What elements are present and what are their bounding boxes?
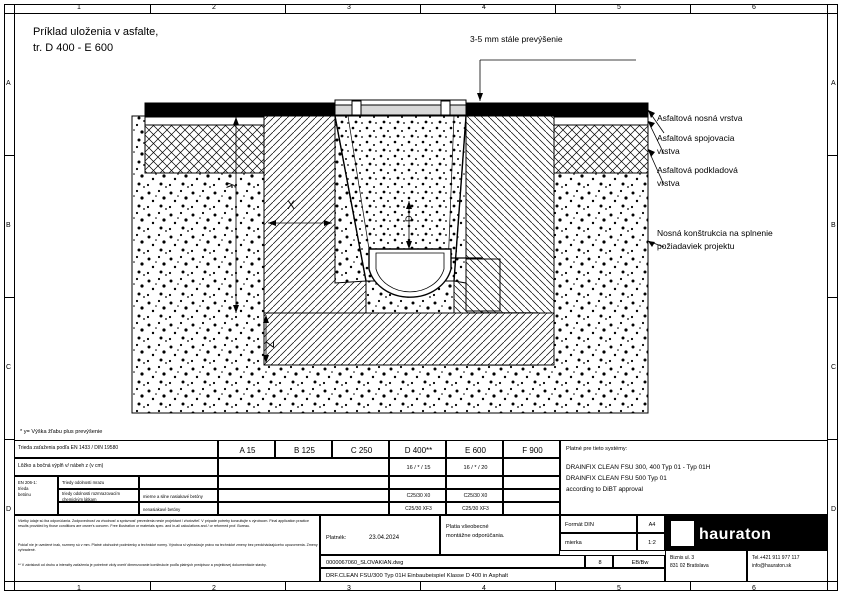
border-tick <box>5 581 14 582</box>
table-cell-bedding-f900 <box>503 458 560 476</box>
border-tick <box>555 582 556 591</box>
bedding-label-text: Lôžko a bočná výplň v/ nábeh z (v cm) <box>18 463 104 469</box>
table-cell-deicing-label <box>58 489 139 502</box>
address-line-1: Biznis ul. 3 <box>670 555 695 561</box>
border-tick <box>828 13 837 14</box>
row4-e600-text: C25/30 X0 <box>463 493 488 499</box>
zone-letter-right-b: B <box>831 222 836 229</box>
payer-cell <box>320 515 440 555</box>
table-cell-row5-e600 <box>446 502 503 515</box>
address-line-2: 831 02 Bratislava <box>670 563 709 569</box>
payer-label: Platnék: <box>326 535 347 541</box>
page-code-cell <box>613 555 665 568</box>
zone-number-bottom-3: 3 <box>347 585 351 592</box>
zone-number-top-5: 5 <box>617 4 621 11</box>
table-cell-frost-blank <box>139 476 218 489</box>
zone-number-bottom-1: 1 <box>77 585 81 592</box>
table-cell-frost-d400 <box>389 476 446 489</box>
callout-asphalt-binder-2: vrstva <box>657 146 680 156</box>
table-cell-row5-blank-left <box>58 502 139 515</box>
system-line-2: DRAINFIX CLEAN FSU 500 Typ 01 <box>566 475 667 482</box>
table-cell-row4-blank <box>218 489 389 502</box>
zone-number-top-4: 4 <box>482 4 486 11</box>
border-tick <box>150 582 151 591</box>
top-note-label: 3-5 mm stále prevýšenie <box>470 34 563 44</box>
legal-text-1: Všetky údaje sú iba odporúčania. Zodpovednosť za vhodnosť a správnosť prevedenia nesie projektant / zhotoviteľ. V prípade potreby konzultujte s výrobcom. Final application practice results provided by those conditions are owner's concern. Free illustration or materials spec. and in-all calculations and / or reformed prof. Bureau. <box>18 519 309 528</box>
zone-number-bottom-5: 5 <box>617 585 621 592</box>
payer-value: 23.04.2024 <box>369 535 400 541</box>
table-cell-bedding-label <box>14 458 218 476</box>
border-tick <box>827 582 828 591</box>
zone-number-bottom-2: 2 <box>212 585 216 592</box>
page-number-cell <box>585 555 613 568</box>
file-name-text: 0000067060_SLOVAKIAN.dwg <box>326 560 404 566</box>
drawing-title-line2: tr. D 400 - E 600 <box>33 42 114 54</box>
address-cell <box>665 551 747 582</box>
zone-number-top-6: 6 <box>752 4 756 11</box>
class-a15-text: A 15 <box>239 446 256 455</box>
callout-asphalt-binder: Asfaltová spojovacia <box>657 133 735 143</box>
border-tick <box>690 582 691 591</box>
frost-label-text: Triedy odolnosti mrazu <box>62 480 105 485</box>
table-cell-class-f900 <box>503 440 560 458</box>
cross-section-drawing <box>14 13 828 433</box>
nonabsorbent-text: nenasiakavé betóny <box>143 507 181 512</box>
dimension-z-label: Z <box>263 340 277 348</box>
contact-line-1: Tel.+421 911 977 117 <box>752 555 800 561</box>
dimension-d-label: D <box>404 215 414 222</box>
file-name-cell <box>320 555 585 568</box>
zone-letter-left-c: C <box>6 364 12 371</box>
row4-d400-text: C25/30 X0 <box>406 493 431 499</box>
callout-asphalt-base: Asfaltová podkladová <box>657 165 738 175</box>
zone-number-bottom-4: 4 <box>482 585 486 592</box>
class-d400-text: D 400** <box>404 446 433 455</box>
table-cell-frost-empty-classes <box>218 476 389 489</box>
table-cell-row5-f900 <box>503 502 560 515</box>
table-cell-bedding-e600 <box>446 458 503 476</box>
scale-value: 1:2 <box>648 540 656 546</box>
zone-number-top-3: 3 <box>347 4 351 11</box>
table-cell-row4-d400 <box>389 489 446 502</box>
table-cell-class-e600 <box>446 440 503 458</box>
absorbent-text: mierne a silne nasiakavé betóny <box>143 494 203 499</box>
table-cell-concrete-class-label <box>14 476 58 515</box>
format-value-cell <box>637 515 665 533</box>
zone-number-bottom-6: 6 <box>752 585 756 592</box>
scale-label-cell <box>560 533 637 551</box>
border-tick <box>420 582 421 591</box>
row5-e600-text: C25/30 XF3 <box>462 506 489 512</box>
callout-bearing-structure: Nosná konštrukcia na splnenie <box>657 228 773 238</box>
legal-text-3: ** V závislosti od druhu a intenzity zaťaženia je potrebné vždy overiť dimenzovanie konštrukcie podľa platných predpisov a projektovej dokumentácie stavby. <box>18 563 267 567</box>
border-tick <box>828 581 837 582</box>
concrete-class-l3: betónu <box>18 492 31 497</box>
concrete-class-l1: EN 206-1: <box>18 480 37 485</box>
class-f900-text: F 900 <box>522 446 543 455</box>
scale-value-cell <box>637 533 665 551</box>
system-line-1: DRAINFIX CLEAN FSU 300, 400 Typ 01 - Typ 01H <box>566 464 711 471</box>
deicing-label-l1: triedy odolnosti rozmrazovacím <box>62 491 120 496</box>
zone-letter-left-a: A <box>6 80 11 87</box>
table-cell-frost-label <box>58 476 139 489</box>
border-tick <box>5 155 14 156</box>
table-cell-row4-e600 <box>446 489 503 502</box>
format-label-cell <box>560 515 637 533</box>
table-cell-class-c250 <box>332 440 389 458</box>
contact-line-2: info@hauraton.sk <box>752 563 792 569</box>
callout-asphalt-wearing: Asfaltová nosná vrstva <box>657 113 743 123</box>
table-cell-row5-blank <box>218 502 389 515</box>
drawing-title-line1: Príklad uloženia v asfalte, <box>33 26 159 38</box>
dimension-x-label: X <box>287 198 296 212</box>
zone-letter-left-d: D <box>6 506 12 513</box>
footnote-y-definition: * y= Výška žľabu plus prevýšenie <box>20 429 103 435</box>
drawing-title-cell <box>320 568 665 582</box>
callout-asphalt-base-2: vrstva <box>657 178 680 188</box>
table-cell-class-a15 <box>218 440 275 458</box>
table-cell-nonabsorbent <box>139 502 218 515</box>
assembly-note-l2: montážne odporúčania. <box>446 533 505 539</box>
zone-letter-right-d: D <box>831 506 837 513</box>
border-tick <box>5 13 14 14</box>
zone-number-top-2: 2 <box>212 4 216 11</box>
table-cell-class-b125 <box>275 440 332 458</box>
table-cell-absorbent <box>139 489 218 502</box>
table-cell-class-d400 <box>389 440 446 458</box>
border-tick <box>14 582 15 591</box>
callout-bearing-structure-2: požiadaviek projektu <box>657 241 735 251</box>
border-tick <box>828 297 837 298</box>
border-tick <box>5 439 14 440</box>
format-label: Formát DIN <box>565 522 594 528</box>
zone-number-top-1: 1 <box>77 4 81 11</box>
class-b125-text: B 125 <box>294 446 315 455</box>
company-logo <box>665 515 828 551</box>
format-value: A4 <box>648 522 656 528</box>
concrete-class-l2: trieda <box>18 486 29 491</box>
company-name: hauraton <box>699 526 772 543</box>
page-number-text: 8 <box>598 560 602 566</box>
scale-label: mierka <box>565 540 582 546</box>
bedding-d400-text: 16 / * / 15 <box>406 465 431 471</box>
row5-d400-text: C25/30 XF3 <box>405 506 432 512</box>
table-cell-row4-f900 <box>503 489 560 502</box>
zone-letter-left-b: B <box>6 222 11 229</box>
border-tick <box>5 297 14 298</box>
assembly-note-cell <box>440 515 560 555</box>
table-cell-frost-f900 <box>503 476 560 489</box>
table-cell-bedding-blank-1 <box>218 458 389 476</box>
class-e600-text: E 600 <box>465 446 486 455</box>
systems-header-text: Platné pre tieto systémy: <box>566 446 628 452</box>
table-cell-frost-e600 <box>446 476 503 489</box>
legal-text-2: Pokiaľ nie je uvedené inak, rozmery sú v mm. Platné obchodné podmienky a technické normy. Výrobca si vyhradzuje právo na technické zmeny bez predchádzajúceho upozornenia. Zmeny vyhradené. <box>18 543 318 552</box>
table-cell-class-label <box>14 440 218 458</box>
legal-text-block <box>14 515 320 582</box>
bedding-e600-text: 16 / * / 20 <box>463 465 488 471</box>
class-c250-text: C 250 <box>350 446 373 455</box>
dimension-y-label: y <box>222 182 236 188</box>
class-label-text: Trieda zaťaženia podľa EN 1433 / DIN 19580 <box>18 445 119 451</box>
zone-letter-right-a: A <box>831 80 836 87</box>
page-code-text: EB/Bw <box>631 560 649 566</box>
system-line-3: according to DiBT approval <box>566 486 643 493</box>
border-tick <box>285 582 286 591</box>
drawing-title-text: DRF.CLEAN FSU/300 Typ 01H Einbaubeispiel Klasse D 400 in Asphalt <box>326 573 508 579</box>
systems-panel <box>560 440 828 515</box>
assembly-note-l1: Platia všeobecné <box>446 524 489 530</box>
border-tick <box>828 439 837 440</box>
border-tick <box>828 155 837 156</box>
logo-mark <box>671 521 694 546</box>
table-cell-row5-d400 <box>389 502 446 515</box>
contact-cell <box>747 551 828 582</box>
deicing-label-l2: chemickým látkam <box>62 497 97 502</box>
zone-letter-right-c: C <box>831 364 837 371</box>
table-cell-bedding-d400 <box>389 458 446 476</box>
